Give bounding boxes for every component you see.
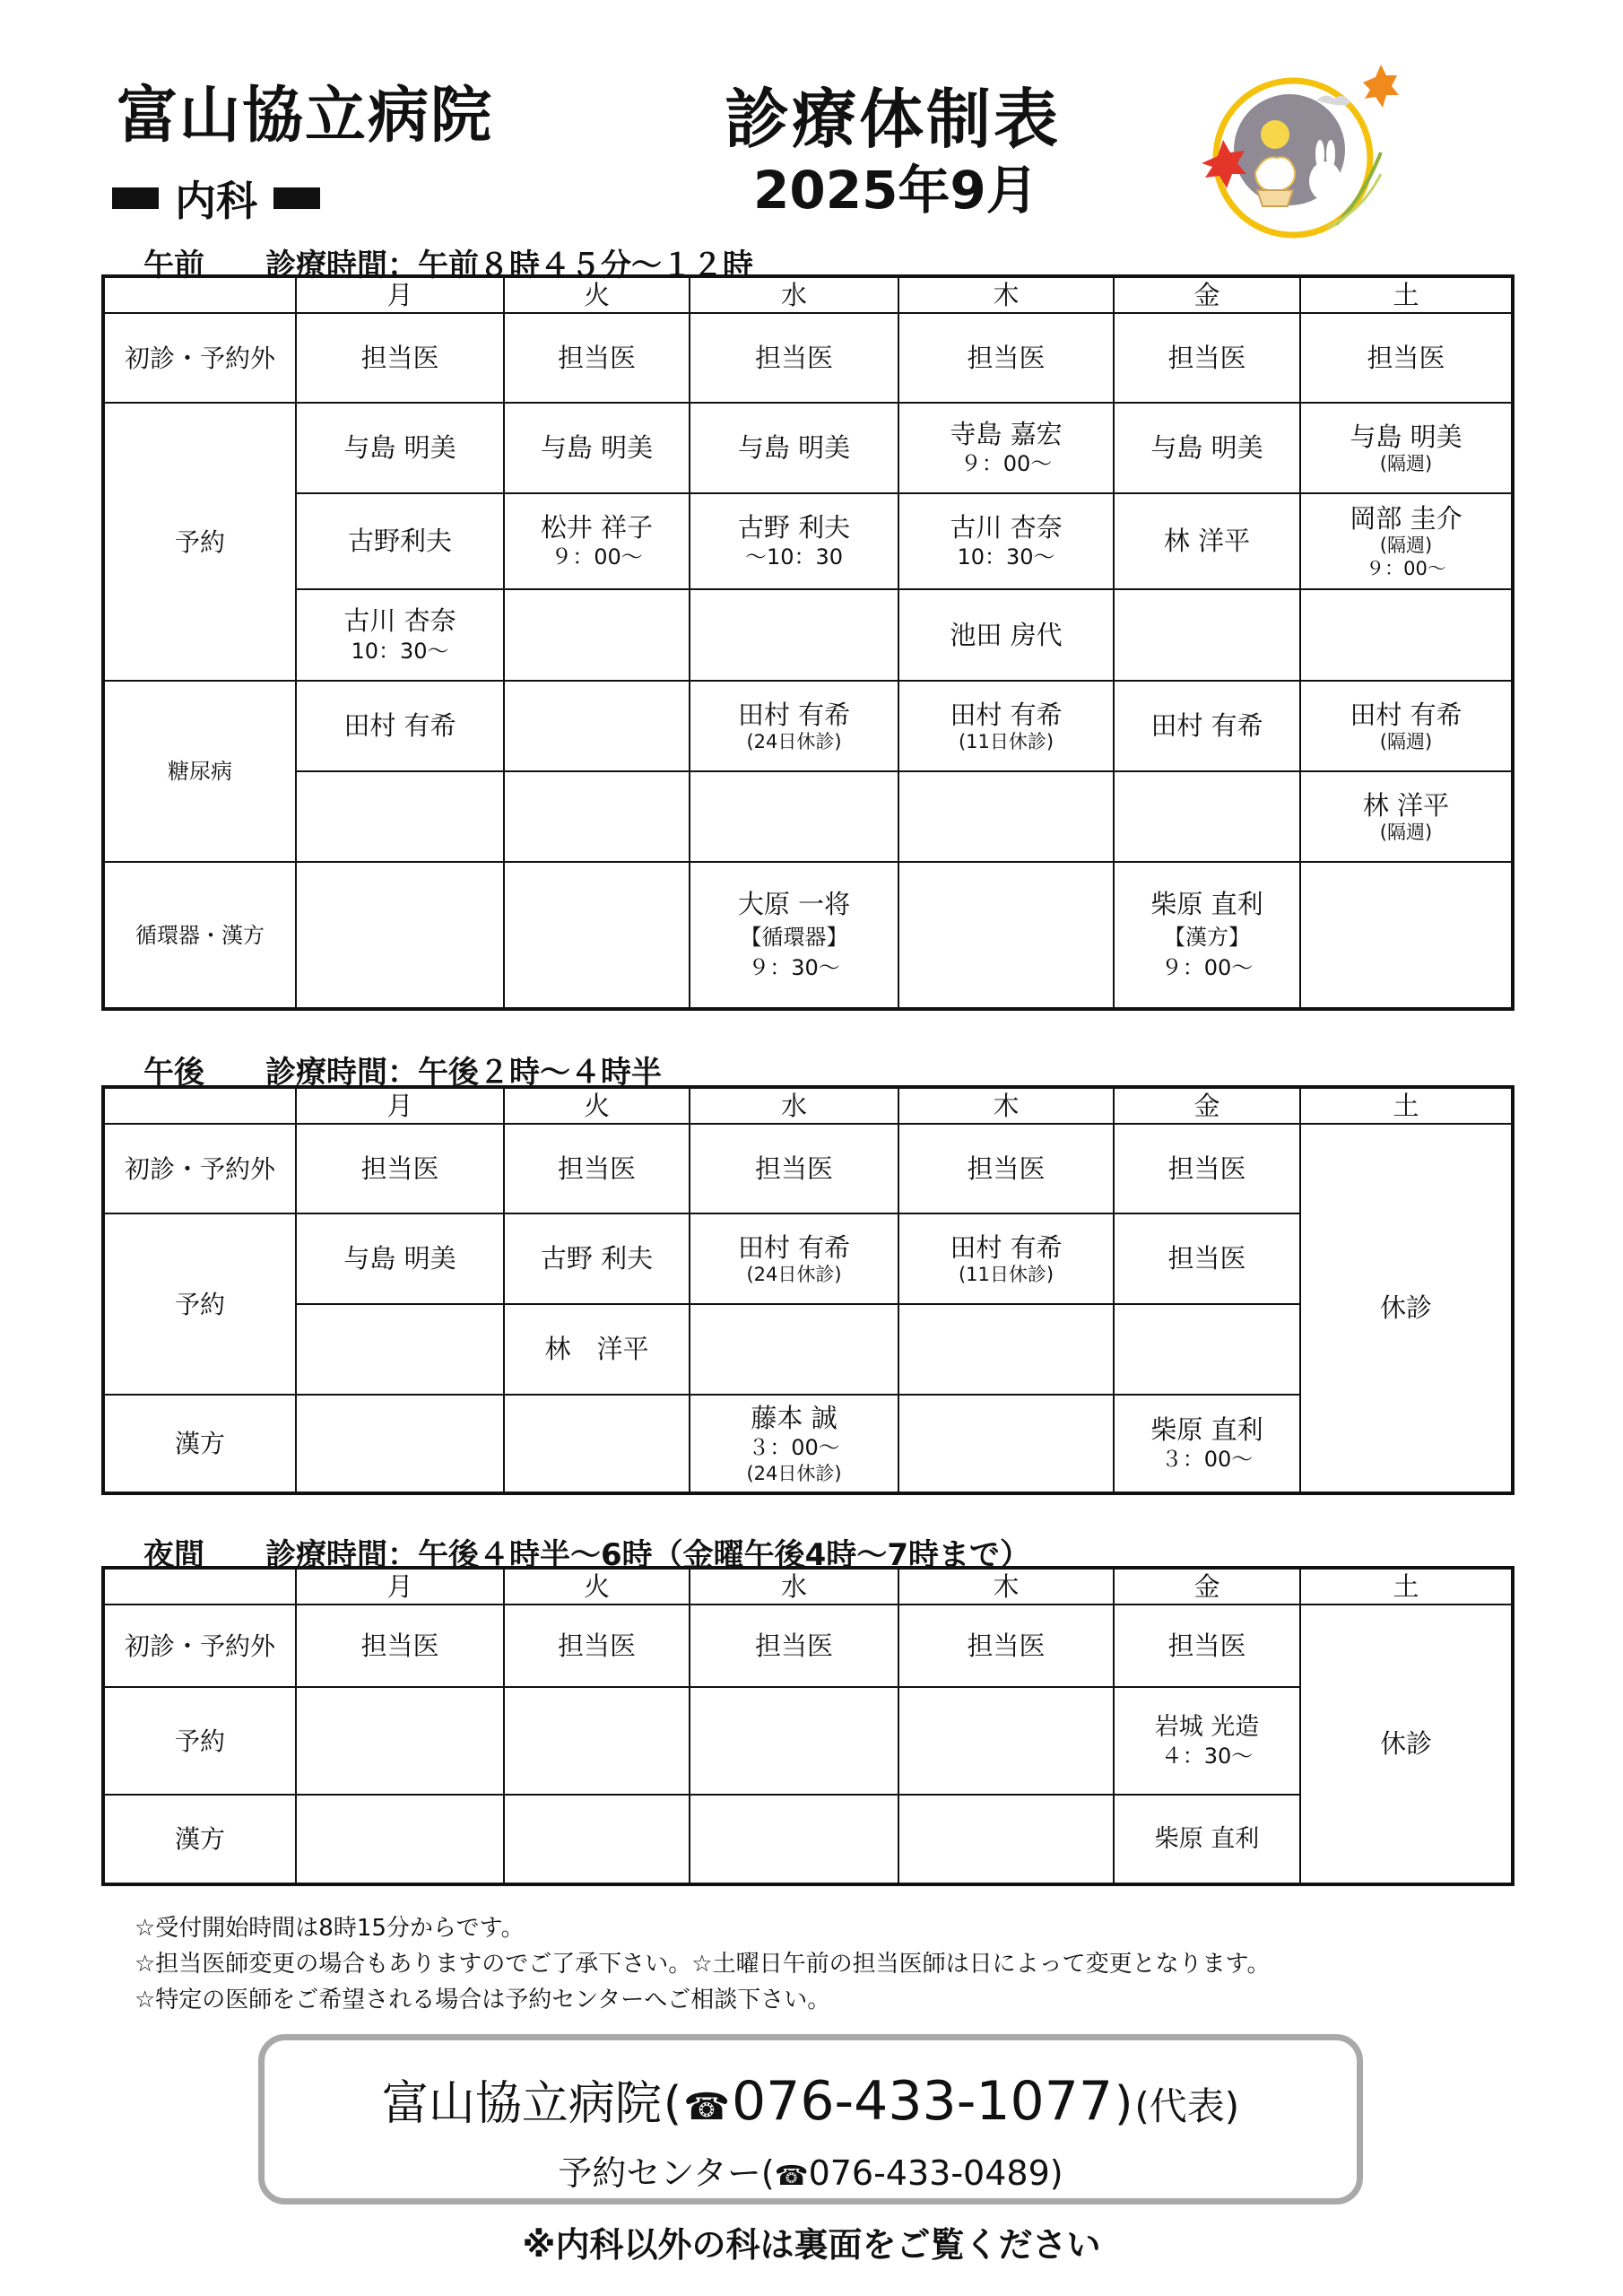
cell [1114, 1395, 1300, 1493]
row-label-reserved: 予約 [103, 403, 296, 681]
phone-icon: ☎ [683, 2084, 730, 2128]
cell [504, 1213, 690, 1304]
table-row [103, 589, 1513, 681]
bar-left [112, 187, 159, 209]
cell [1300, 589, 1513, 681]
cell [1114, 403, 1300, 493]
night-hours: 診療時間：午後４時半～6時（金曜午後4時～7時まで） [265, 1537, 1030, 1573]
time-note: ９：00～ [959, 451, 1053, 477]
row-label-circulatory-kampo: 循環器・漢方 [103, 862, 296, 1009]
cell [1300, 681, 1513, 771]
cell [296, 1687, 504, 1795]
row-label-first-visit: 初診・予約外 [103, 1124, 296, 1213]
cell [296, 771, 504, 862]
cell [690, 681, 898, 771]
doctor-name: 田村 有希 [1350, 699, 1462, 730]
cell [898, 1304, 1114, 1395]
day-sat: 土 [1300, 1568, 1513, 1605]
cell [1300, 771, 1513, 862]
contact-hospital: 富山協立病院 [381, 2077, 662, 2131]
doctor-name: 大原 一将 [737, 888, 851, 919]
cell [1114, 1304, 1300, 1395]
day-fri: 金 [1114, 1087, 1300, 1124]
doctor-name: 古野 利夫 [737, 511, 851, 543]
day-header-row [103, 276, 1513, 313]
cell [504, 493, 690, 589]
cell [898, 1687, 1114, 1795]
doctor-name: 与島 明美 [1150, 432, 1263, 464]
time-note: ４：30～ [1160, 1743, 1254, 1769]
time-note: ９：00～ [1366, 557, 1446, 579]
afternoon-schedule-table [101, 1085, 1515, 1495]
day-sat: 土 [1300, 276, 1513, 313]
cell [504, 589, 690, 681]
note-line: ☆特定の医師をご希望される場合は予約センターへご相談下さい。 [135, 1987, 831, 2013]
night-schedule-table [101, 1566, 1515, 1886]
main-contact: 富山協立病院 ( ☎ 076-433-1077 ) (代表) [265, 2066, 1357, 2133]
cell [296, 681, 504, 771]
doctor-name: 田村 有希 [950, 699, 1063, 730]
day-wed: 水 [690, 1568, 898, 1605]
doctor-name: 与島 明美 [343, 432, 456, 464]
day-fri: 金 [1114, 276, 1300, 313]
note-line: ☆受付開始時間は8時15分からです。 [135, 1915, 525, 1942]
row-label-kampo: 漢方 [103, 1795, 296, 1884]
doctor-name: 松井 祥子 [540, 511, 654, 543]
time-note: ３：00～ [1160, 1447, 1254, 1473]
cell [898, 403, 1114, 493]
doctor-name: 与島 明美 [737, 432, 851, 464]
cell [898, 771, 1114, 862]
row-label-kampo: 漢方 [103, 1395, 296, 1493]
morning-label: 午前 [143, 248, 204, 283]
schedule-note: (隔週) [1379, 731, 1433, 753]
department-heading [112, 169, 320, 228]
closure-note: (11日休診) [958, 1264, 1055, 1286]
cell [296, 1213, 504, 1304]
cell: 担当医 [898, 1124, 1114, 1213]
doctor-name: 与島 明美 [343, 1243, 456, 1274]
table-row [103, 313, 1513, 403]
cell: 担当医 [1114, 1124, 1300, 1213]
phone-icon: ☎ [774, 2161, 809, 2192]
doctor-name: 古川 杏奈 [343, 605, 456, 637]
time-note: ９：00～ [1160, 955, 1254, 981]
cell [1114, 1213, 1300, 1304]
cell [690, 862, 898, 1009]
table-row [103, 771, 1513, 862]
doctor-name: 林 洋平 [544, 1334, 649, 1365]
cell [690, 403, 898, 493]
time-note: ３：00～ [748, 1435, 840, 1461]
corner-cell [103, 276, 296, 313]
morning-hours: 診療時間：午前８時４５分～１２時 [265, 248, 753, 283]
cell [504, 1395, 690, 1493]
closure-note: (24日休診) [746, 731, 842, 753]
day-header-row [103, 1568, 1513, 1605]
doctor-name: 与島 明美 [540, 432, 654, 464]
cell [504, 862, 690, 1009]
cell: 担当医 [504, 1605, 690, 1687]
doctor-name: 古川 杏奈 [950, 511, 1063, 543]
day-thu: 木 [898, 276, 1114, 313]
doctor-name: 柴原 直利 [1150, 1413, 1263, 1445]
footer-note: ※内科以外の科は裏面をご覧ください [522, 2225, 1101, 2265]
doctor-name: 与島 明美 [1350, 421, 1462, 452]
closure-note: (24日休診) [746, 1264, 842, 1286]
cell: 担当医 [1300, 313, 1513, 403]
row-label-diabetes: 糖尿病 [103, 681, 296, 862]
cell [690, 1395, 898, 1493]
cell [690, 1304, 898, 1395]
cell: 担当医 [504, 313, 690, 403]
row-label-first-visit: 初診・予約外 [103, 1605, 296, 1687]
cell [1114, 862, 1300, 1009]
cell: 担当医 [296, 1605, 504, 1687]
day-mon: 月 [296, 1087, 504, 1124]
main-suffix: (代表) [1134, 2084, 1240, 2128]
doctor-name: 岡部 圭介 [1350, 503, 1462, 535]
schedule-note: (隔週) [1379, 453, 1433, 475]
doctor-name: 田村 有希 [1150, 710, 1263, 742]
morning-schedule-table [101, 274, 1515, 1011]
main-phone: 076-433-1077 [732, 2070, 1114, 2133]
cell [296, 589, 504, 681]
cell [898, 681, 1114, 771]
cell [898, 862, 1114, 1009]
cell [504, 403, 690, 493]
contact-box [258, 2034, 1363, 2205]
cell [690, 771, 898, 862]
cell [1114, 1687, 1300, 1795]
notes [135, 1910, 1271, 2018]
day-tue: 火 [504, 276, 690, 313]
cell [690, 1213, 898, 1304]
time-note: ９：30～ [748, 955, 840, 981]
cell [898, 1795, 1114, 1884]
doctor-name: 池田 房代 [950, 619, 1063, 650]
doctor-name: 古野利夫 [347, 526, 452, 557]
center-name: 予約センター [558, 2153, 761, 2193]
cell [296, 403, 504, 493]
specialty: 【漢方】 [1164, 924, 1250, 950]
table-row [103, 1124, 1513, 1213]
center-phone: 076-433-0489 [808, 2153, 1050, 2193]
doctor-name: 田村 有希 [343, 710, 456, 742]
time-note: ～10：30 [744, 544, 844, 570]
day-fri: 金 [1114, 1568, 1300, 1605]
cell [296, 493, 504, 589]
time-note: ９：00～ [551, 544, 643, 570]
cell [1300, 493, 1513, 589]
day-thu: 木 [898, 1087, 1114, 1124]
doctor-name: 寺島 嘉宏 [950, 418, 1063, 449]
cell [898, 589, 1114, 681]
cell: 担当医 [898, 1605, 1114, 1687]
day-wed: 水 [690, 1087, 898, 1124]
time-note: 10：30～ [351, 638, 449, 664]
day-tue: 火 [504, 1087, 690, 1124]
day-mon: 月 [296, 1568, 504, 1605]
cell: 柴原 直利 [1114, 1795, 1300, 1884]
cell [690, 1795, 898, 1884]
doctor-name: 岩城 光造 [1154, 1712, 1260, 1741]
cell: 担当医 [690, 1124, 898, 1213]
cell [296, 862, 504, 1009]
day-wed: 水 [690, 276, 898, 313]
cell: 担当医 [690, 313, 898, 403]
row-label-first-visit: 初診・予約外 [103, 313, 296, 403]
cell [690, 493, 898, 589]
cell [1114, 771, 1300, 862]
cell [504, 1795, 690, 1884]
cell [1300, 862, 1513, 1009]
cell [898, 493, 1114, 589]
day-tue: 火 [504, 1568, 690, 1605]
document-title: 診療体制表 [725, 82, 1062, 157]
doctor-name: 田村 有希 [950, 1231, 1063, 1263]
schedule-month: 2025年9月 [753, 160, 1038, 221]
department-name: 内科 [175, 177, 257, 225]
cell: 担当医 [1114, 313, 1300, 403]
schedule-note: (隔週) [1379, 535, 1433, 557]
corner-cell [103, 1568, 296, 1605]
doctor-name: 柴原 直利 [1150, 888, 1263, 919]
afternoon-label: 午後 [143, 1055, 204, 1091]
cell [504, 1687, 690, 1795]
cell [898, 1395, 1114, 1493]
doctor-name: 担当医 [1167, 1243, 1246, 1274]
cell [690, 589, 898, 681]
cell [1300, 403, 1513, 493]
day-sat: 土 [1300, 1087, 1513, 1124]
cell [296, 1395, 504, 1493]
doctor-name: 林 洋平 [1163, 526, 1251, 557]
cell [296, 1795, 504, 1884]
cell: 担当医 [296, 1124, 504, 1213]
day-mon: 月 [296, 276, 504, 313]
cell: 担当医 [1114, 1605, 1300, 1687]
cell [898, 1213, 1114, 1304]
cell: 担当医 [690, 1605, 898, 1687]
hospital-name: 富山協立病院 [117, 81, 494, 152]
cell [504, 681, 690, 771]
closure-note: (11日休診) [958, 731, 1055, 753]
cell [296, 1304, 504, 1395]
doctor-name: 田村 有希 [737, 699, 851, 730]
doctor-name: 田村 有希 [737, 1231, 851, 1263]
closure-note: (24日休診) [746, 1462, 842, 1484]
specialty: 【循環器】 [740, 924, 848, 950]
table-row [103, 1605, 1513, 1687]
afternoon-hours: 診療時間：午後２時～４時半 [265, 1055, 662, 1091]
time-note: 10：30～ [957, 544, 1055, 570]
row-label-reserved: 予約 [103, 1687, 296, 1795]
moon-rabbit-illustration [1193, 65, 1399, 244]
table-row [103, 403, 1513, 493]
cell [690, 1687, 898, 1795]
reservation-contact: 予約センター ( ☎ 076-433-0489 ) [265, 2145, 1357, 2195]
table-row [103, 681, 1513, 771]
day-header-row [103, 1087, 1513, 1124]
cell: 担当医 [296, 313, 504, 403]
cell [1114, 493, 1300, 589]
cell [1114, 589, 1300, 681]
doctor-name: 林 洋平 [1362, 789, 1450, 821]
cell: 担当医 [504, 1124, 690, 1213]
doctor-name: 古野 利夫 [540, 1243, 654, 1274]
row-label-reserved: 予約 [103, 1213, 296, 1395]
table-row [103, 862, 1513, 1009]
cell [504, 1304, 690, 1395]
night-label: 夜間 [143, 1537, 204, 1573]
cell [504, 771, 690, 862]
cell: 担当医 [898, 313, 1114, 403]
day-thu: 木 [898, 1568, 1114, 1605]
schedule-note: (隔週) [1379, 822, 1433, 844]
saturday-closed: 休診 [1300, 1124, 1513, 1493]
note-line: ☆担当医師変更の場合もありますのでご了承下さい。☆土曜日午前の担当医師は日によって変更となります。 [135, 1951, 1271, 1978]
cell [1114, 681, 1300, 771]
bar-right [273, 187, 320, 209]
doctor-name: 藤本 誠 [751, 1403, 838, 1434]
corner-cell [103, 1087, 296, 1124]
table-row [103, 493, 1513, 589]
saturday-closed: 休診 [1300, 1605, 1513, 1884]
